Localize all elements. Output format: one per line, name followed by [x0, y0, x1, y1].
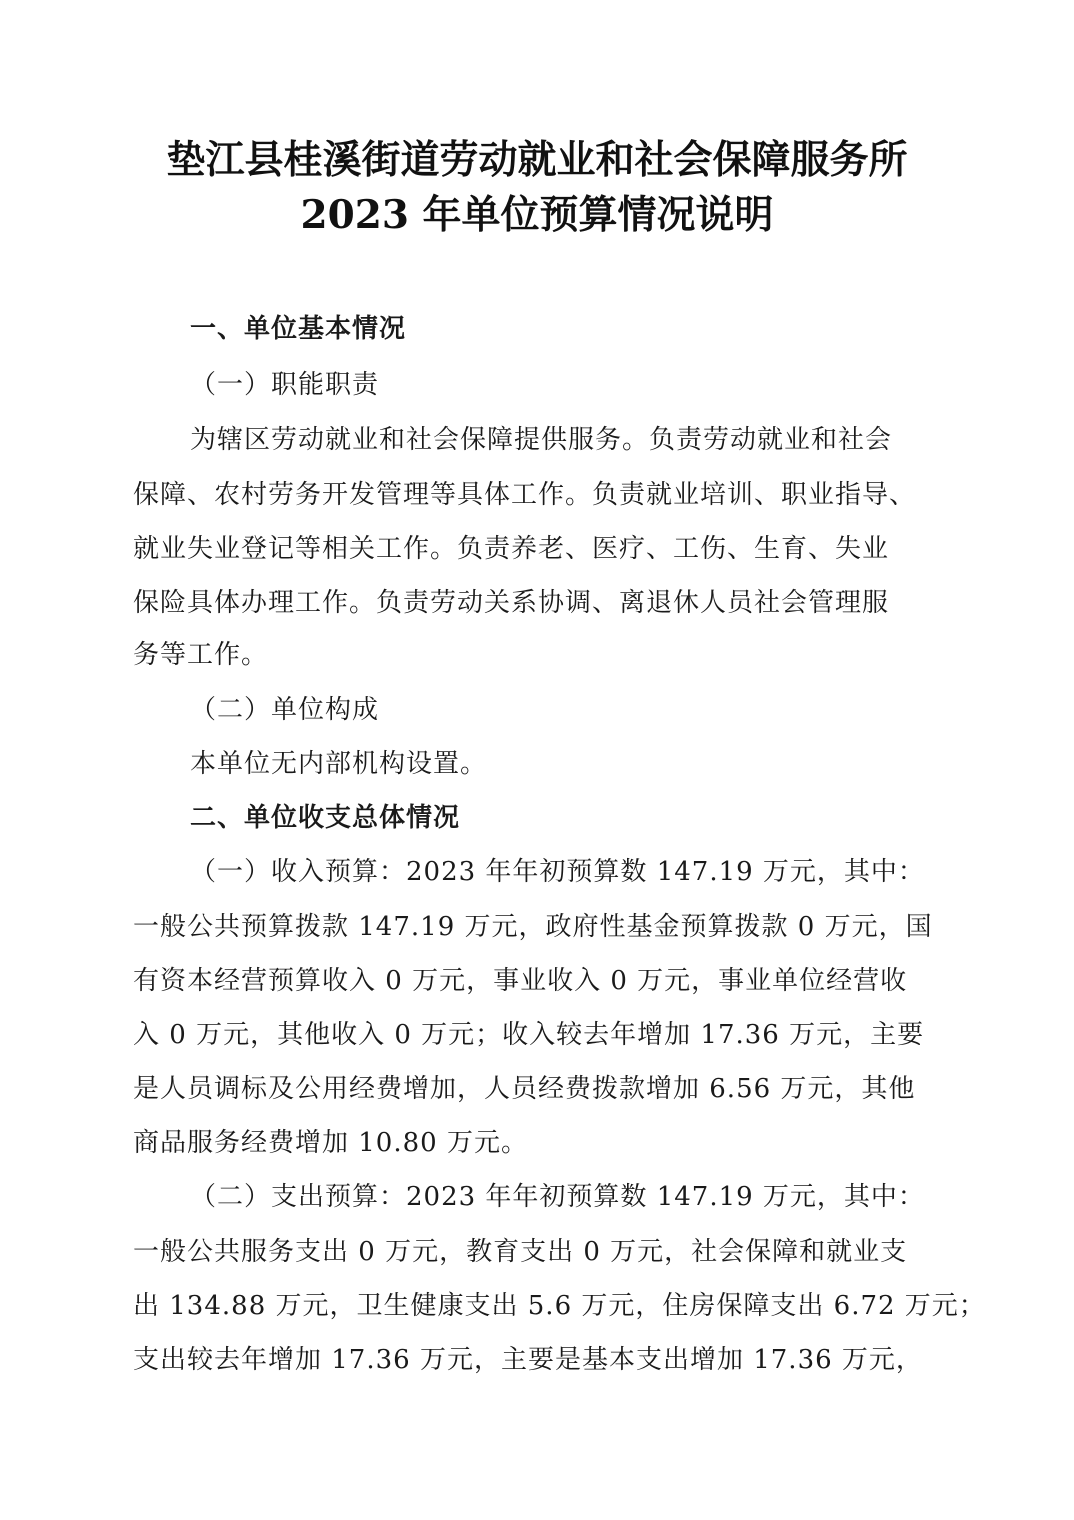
paragraph-line: 出 134.88 万元，卫生健康支出 5.6 万元，住房保障支出 6.72 万元；	[133, 1291, 986, 1321]
paragraph-line: 一般公共预算拨款 147.19 万元，政府性基金预算拨款 0 万元，国	[133, 912, 933, 942]
paragraph-line: （一）收入预算：2023 年年初预算数 147.19 万元，其中：	[190, 857, 925, 887]
paragraph-line: 一般公共服务支出 0 万元，教育支出 0 万元，社会保障和就业支	[133, 1237, 908, 1267]
document-body	[133, 0, 986, 1520]
paragraph-line: 支出较去年增加 17.36 万元，主要是基本支出增加 17.36 万元，	[133, 1345, 923, 1375]
paragraph-line: 入 0 万元，其他收入 0 万元；收入较去年增加 17.36 万元，主要	[133, 1020, 925, 1050]
paragraph-line: 保障、农村劳务开发管理等具体工作。负责就业培训、职业指导、	[133, 480, 917, 510]
paragraph-line: 商品服务经费增加 10.80 万元。	[133, 1128, 528, 1158]
section-2-heading: 二、单位收支总体情况	[190, 803, 461, 833]
paragraph-line: 有资本经营预算收入 0 万元，事业收入 0 万元，事业单位经营收	[133, 966, 908, 996]
paragraph-line: 就业失业登记等相关工作。负责养老、医疗、工伤、生育、失业	[133, 534, 890, 564]
paragraph-line: 保险具体办理工作。负责劳动关系协调、离退休人员社会管理服	[133, 588, 890, 618]
section-1-subheading-2: （二）单位构成	[190, 695, 380, 725]
document-title-line-1: 垫江县桂溪街道劳动就业和社会保障服务所	[166, 137, 908, 183]
paragraph-line: 务等工作。	[133, 640, 269, 670]
paragraph-line: 为辖区劳动就业和社会保障提供服务。负责劳动就业和社会	[190, 425, 893, 455]
section-1-subheading-1: （一）职能职责	[190, 370, 380, 400]
paragraph-line: 是人员调标及公用经费增加，人员经费拨款增加 6.56 万元，其他	[133, 1074, 916, 1104]
section-1-heading: 一、单位基本情况	[190, 314, 407, 344]
document-title-line-2: 2023 年单位预算情况说明	[300, 192, 774, 238]
paragraph-line: （二）支出预算：2023 年年初预算数 147.19 万元，其中：	[190, 1182, 925, 1212]
paragraph-line: 本单位无内部机构设置。	[190, 749, 488, 779]
